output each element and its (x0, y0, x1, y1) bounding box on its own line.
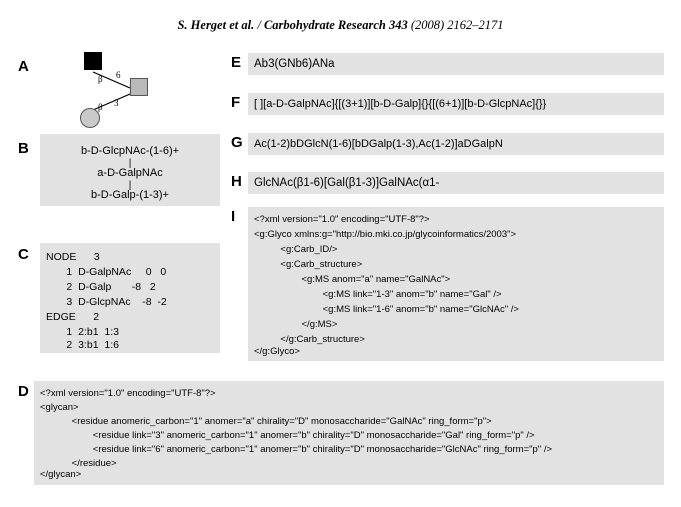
panel-e-text: Ab3(GNb6)ANa (254, 58, 335, 70)
panel-c-line-2: 1 D-GalpNAc 0 0 (46, 266, 167, 278)
panel-letter-a: A (18, 58, 29, 75)
gal-gray-circle-icon (80, 108, 100, 128)
panel-h-box (248, 172, 664, 194)
panel-d-line-4: <residue link="3" anomeric_carbon="1" anomer="b" chirality="D" monosaccharide="Gal" ring_form="p" /> (40, 430, 535, 441)
panel-i-line-3: <g:Carb_ID/> (254, 244, 338, 255)
glcnac-black-square-icon (84, 52, 102, 70)
panel-b-line-4: | (128, 180, 132, 191)
panel-b-box (40, 134, 220, 206)
panel-d-line-3: <residue anomeric_carbon="1" anomer="a" chirality="D" monosaccharide="GalNAc" ring_form="p"> (40, 416, 492, 427)
panel-d-line-1: <?xml version="1.0" encoding="UTF-8"?> (40, 388, 216, 399)
panel-c-box (40, 243, 220, 353)
panel-b-line-5: b-D-Galp-(1-3)+ (91, 189, 169, 201)
panel-i-box (248, 207, 664, 361)
panel-c-line-7: 2 3:b1 1:6 (46, 339, 119, 351)
header-journal: Carbohydrate Research 343 (263, 18, 408, 32)
panel-letter-b: B (18, 140, 29, 157)
panel-c-line-3: 2 D-Galp -8 2 (46, 281, 156, 293)
panel-c-line-4: 3 D-GlcpNAc -8 -2 (46, 296, 167, 308)
panel-a-label-beta-top: β (98, 74, 103, 84)
panel-letter-h: H (231, 173, 242, 190)
panel-i-line-6: <g:MS link="1-3" anom="b" name="Gal" /> (254, 289, 502, 300)
panel-i-line-7: <g:MS link="1-6" anom="b" name="GlcNAc" /> (254, 304, 519, 315)
panel-i-line-1: <?xml version="1.0" encoding="UTF-8"?> (254, 214, 430, 225)
panel-letter-e: E (231, 54, 242, 71)
panel-a-label-beta-bottom: β (98, 102, 103, 112)
panel-letter-f: F (231, 94, 241, 111)
panel-letter-d: D (18, 383, 29, 400)
running-header (0, 18, 681, 33)
panel-letter-c: C (18, 246, 29, 263)
header-authors: S. Herget et al. (177, 18, 255, 32)
panel-b-line-2: | (128, 158, 132, 169)
panel-d-line-6: </residue> (40, 458, 117, 469)
panel-a-symbol-diagram (66, 52, 176, 134)
panel-e-box (248, 53, 664, 75)
header-year-pages: (2008) 2162–2171 (407, 18, 504, 32)
panel-i-line-9: </g:Carb_structure> (254, 334, 365, 345)
panel-a-label-3: 3 (114, 98, 119, 108)
panel-d-box (34, 381, 664, 485)
panel-i-line-10: </g:Glyco> (254, 346, 300, 357)
panel-d-line-7: </glycan> (40, 469, 82, 480)
galnac-gray-square-icon (130, 78, 148, 96)
panel-f-text: [ ][a-D-GalpNAc]{[(3+1)][b-D-Galp]{}{[(6+1)][b-D-GlcpNAc]{}} (254, 98, 547, 110)
panel-letter-g: G (231, 134, 243, 151)
panel-d-line-5: <residue link="6" anomeric_carbon="1" anomer="b" chirality="D" monosaccharide="GlcNAc" ring_form="p" /> (40, 444, 553, 455)
panel-i-line-4: <g:Carb_structure> (254, 259, 363, 270)
panel-c-line-5: EDGE 2 (46, 311, 100, 323)
panel-b-line-1: b-D-GlcpNAc-(1-6)+ (80, 145, 180, 157)
panel-i-line-5: <g:MS anom="a" name="GalNAc"> (254, 274, 451, 285)
panel-a-label-6: 6 (116, 70, 121, 80)
panel-g-text: Ac(1-2)bDGlcN(1-6)[bDGalp(1-3),Ac(1-2)]aDGalpN (254, 138, 503, 150)
panel-letter-i: I (231, 208, 236, 225)
panel-d-line-2: <glycan> (40, 402, 79, 413)
panel-c-line-6: 1 2:b1 1:3 (46, 326, 119, 338)
panel-g-box (248, 133, 664, 155)
panel-f-box (248, 93, 664, 115)
panel-b-line-3: a-D-GalpNAc (97, 167, 163, 179)
panel-h-text: GlcNAc(β1-6)[Gal(β1-3)]GalNAc(α1- (254, 177, 440, 189)
panel-i-line-2: <g:Glyco xmlns:g="http://bio.mki.co.jp/glycoinformatics/2003"> (254, 229, 517, 240)
header-separator: / (254, 18, 264, 32)
panel-c-line-1: NODE 3 (46, 251, 100, 263)
panel-i-line-8: </g:MS> (254, 319, 338, 330)
